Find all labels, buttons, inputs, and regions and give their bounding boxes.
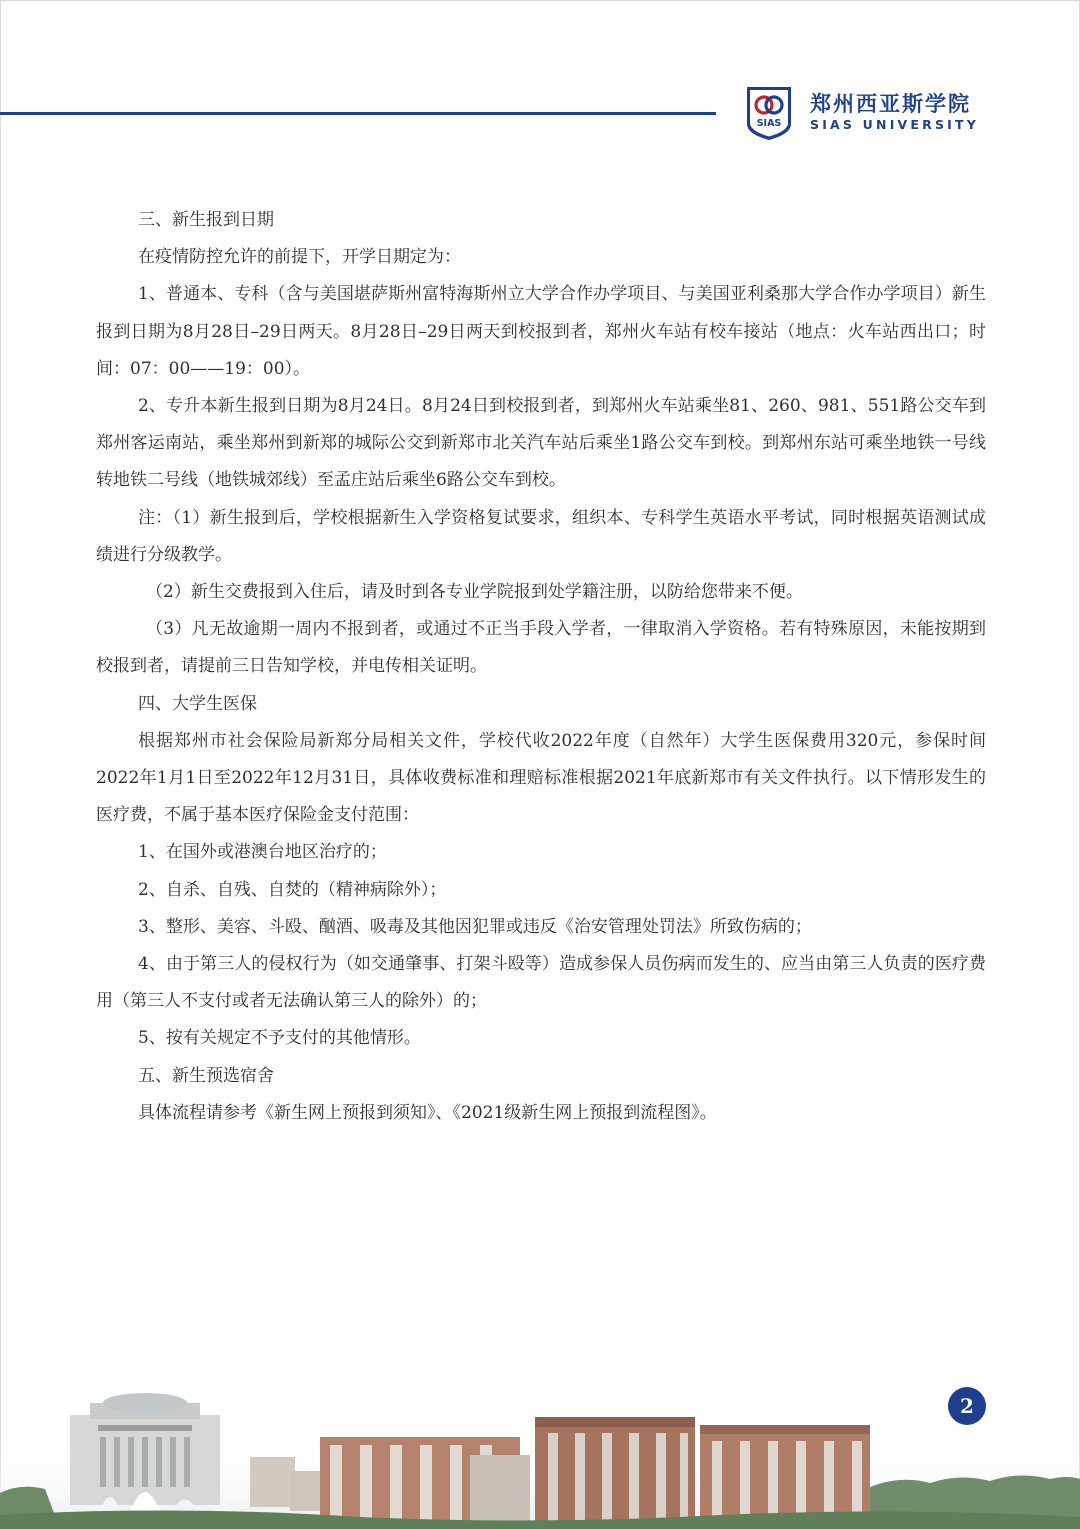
section-heading-dormitory: 五、新生预选宿舍 bbox=[138, 1065, 274, 1086]
campus-buildings-image bbox=[0, 1375, 1080, 1529]
sias-shield-logo-icon bbox=[744, 84, 794, 142]
note-paragraph: （3）凡无故逾期一周内不报到者，或通过不正当手段入学者，一律取消入学资格。若有特殊原因，未能按期到校报到者，请提前三日告知学校，并电传相关证明。 bbox=[96, 619, 986, 677]
page-number-badge: 2 bbox=[948, 1387, 986, 1425]
list-item: 2、自杀、自残、自焚的（精神病除外）； bbox=[138, 879, 447, 900]
section-heading-registration-date: 三、新生报到日期 bbox=[138, 210, 274, 230]
paragraph: 在疫情防控允许的前提下，开学日期定为： bbox=[138, 247, 461, 268]
note-paragraph: 注：（1）新生报到后，学校根据新生入学资格复试要求，组织本、专科学生英语水平考试，同时根据英语测试成绩进行分级教学。 bbox=[96, 507, 986, 565]
university-name-en: SIAS UNIVERSITY bbox=[810, 117, 980, 132]
paragraph: 2、专升本新生报到日期为8月24日。8月24日到校报到者，到郑州火车站乘坐81、260、981、551路公交车到郑州客运南站，乘坐郑州到新郑的城际公交到新郑市北关汽车站后乘坐1路公交车到校。到郑州东站可乘坐地铁一号线转地铁二号线（地铁城郊线）至孟庄站后乘坐6路公交车到校。 bbox=[96, 396, 986, 491]
list-item: 1、在国外或港澳台地区治疗的； bbox=[138, 842, 387, 863]
list-item: 3、整形、美容、斗殴、酗酒、吸毒及其他因犯罪或违反《治安管理处罚法》所致伤病的； bbox=[138, 916, 812, 937]
section-heading-medical-insurance: 四、大学生医保 bbox=[138, 693, 257, 714]
logo-mark-text: SIAS bbox=[756, 118, 782, 129]
list-item: 5、按有关规定不予支付的其他情形。 bbox=[138, 1028, 421, 1049]
university-name-cn: 郑州西亚斯学院 bbox=[810, 92, 971, 116]
header-rule bbox=[0, 112, 716, 115]
paragraph: 1、普通本、专科（含与美国堪萨斯州富特海斯州立大学合作办学项目、与美国亚利桑那大学合作办学项目）新生报到日期为8月28日–29日两天。8月28日–29日两天到校报到者，郑州火车站有校车接站（地点：火车站西出口；时间：07：00——19：00）。 bbox=[96, 284, 986, 379]
list-item: 4、由于第三人的侵权行为（如交通肇事、打架斗殴等）造成参保人员伤病而发生的、应当由第三人负责的医疗费用（第三人不支付或者无法确认第三人的除外）的； bbox=[96, 954, 986, 1012]
paragraph: 根据郑州市社会保险局新郑分局相关文件，学校代收2022年度（自然年）大学生医保费用320元，参保时间2022年1月1日至2022年12月31日，具体收费标准和理赔标准根据2021年底新郑市有关文件执行。以下情形发生的医疗费，不属于基本医疗保险金支付范围： bbox=[96, 730, 986, 826]
note-paragraph: （2）新生交费报到入住后，请及时到各专业学院报到处学籍注册，以防给您带来不便。 bbox=[146, 582, 803, 603]
paragraph: 具体流程请参考《新生网上预报到须知》、《2021级新生网上预报到流程图》。 bbox=[138, 1102, 717, 1123]
document-body bbox=[96, 202, 986, 1132]
